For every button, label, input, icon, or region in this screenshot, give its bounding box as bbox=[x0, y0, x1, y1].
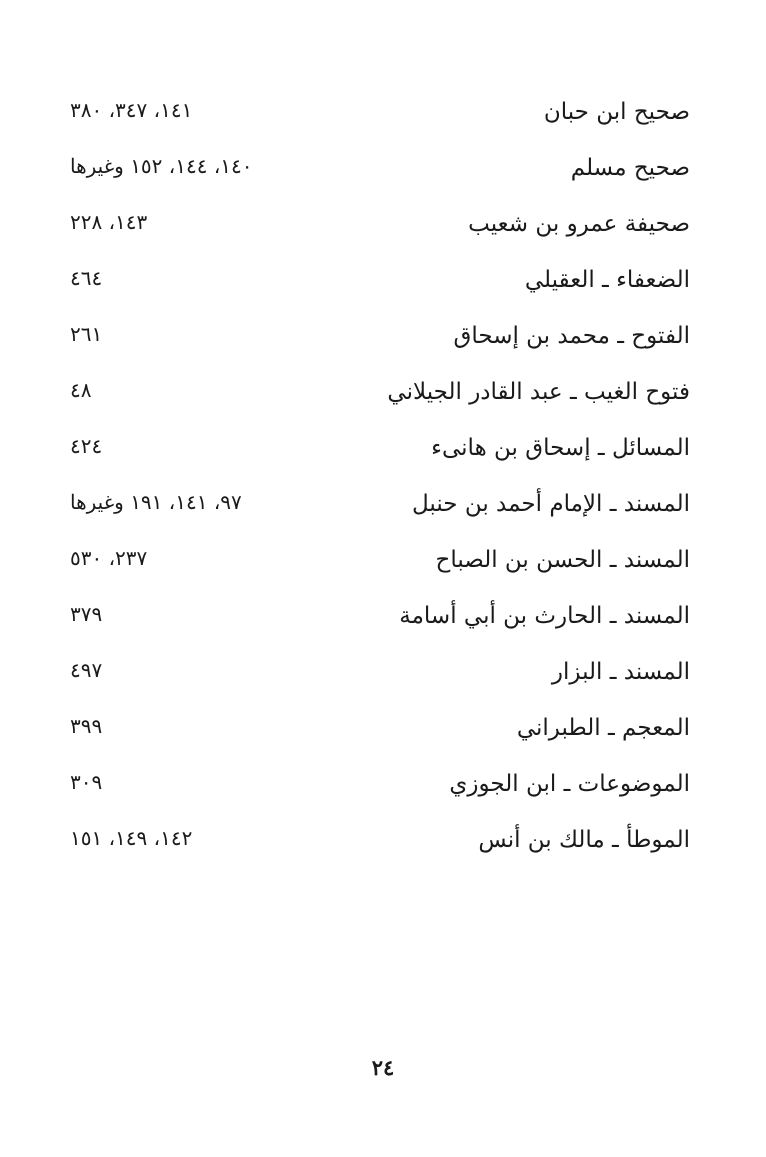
entry-title: المسند ـ الحسن بن الصباح bbox=[435, 547, 690, 573]
index-entry bbox=[60, 704, 690, 760]
entry-page-refs: ٢٣٧، ٥٣٠ bbox=[70, 546, 148, 570]
entry-title: المعجم ـ الطبراني bbox=[516, 715, 690, 741]
entry-page-refs: ٤٦٤ bbox=[70, 266, 103, 290]
index-entry bbox=[60, 424, 690, 480]
entry-title: الموضوعات ـ ابن الجوزي bbox=[449, 771, 690, 797]
entry-title: صحيح ابن حبان bbox=[543, 99, 690, 125]
entry-title: فتوح الغيب ـ عبد القادر الجيلاني bbox=[387, 379, 690, 405]
entry-page-refs: ١٤١، ٣٤٧، ٣٨٠ bbox=[70, 98, 193, 122]
entry-page-refs: ٤٨ bbox=[70, 378, 92, 402]
entry-title: صحيفة عمرو بن شعيب bbox=[468, 211, 690, 237]
entry-title: المسند ـ الإمام أحمد بن حنبل bbox=[412, 491, 690, 517]
entry-title: صحيح مسلم bbox=[570, 155, 690, 181]
entry-page-refs: ٣٠٩ bbox=[70, 770, 103, 794]
index-entry bbox=[60, 144, 690, 200]
index-entry bbox=[60, 256, 690, 312]
index-entry bbox=[60, 200, 690, 256]
index-entry bbox=[60, 312, 690, 368]
entry-page-refs: ١٤٢، ١٤٩، ١٥١ bbox=[70, 826, 193, 850]
entry-title: المسند ـ الحارث بن أبي أسامة bbox=[399, 603, 690, 629]
entry-page-refs: ١٤٣، ٢٢٨ bbox=[70, 210, 148, 234]
index-entry bbox=[60, 648, 690, 704]
entry-title: الموطأ ـ مالك بن أنس bbox=[478, 827, 690, 853]
entry-page-refs: ٣٩٩ bbox=[70, 714, 103, 738]
entry-title: المسند ـ البزار bbox=[551, 659, 690, 685]
entry-page-refs: ٢٦١ bbox=[70, 322, 103, 346]
index-entry bbox=[60, 480, 690, 536]
index-entry bbox=[60, 816, 690, 872]
entry-page-refs: ١٤٠، ١٤٤، ١٥٢ وغيرها bbox=[70, 154, 253, 178]
entry-page-refs: ٤٢٤ bbox=[70, 434, 103, 458]
entry-title: المسائل ـ إسحاق بن هانىء bbox=[431, 435, 690, 461]
entry-title: الفتوح ـ محمد بن إسحاق bbox=[453, 323, 690, 349]
entry-page-refs: ٩٧، ١٤١، ١٩١ وغيرها bbox=[70, 490, 242, 514]
index-entry bbox=[60, 88, 690, 144]
page-number: ٢٤ bbox=[371, 1055, 395, 1080]
sources-index-list bbox=[60, 88, 690, 872]
entry-title: الضعفاء ـ العقيلي bbox=[524, 267, 690, 293]
index-entry bbox=[60, 592, 690, 648]
entry-page-refs: ٣٧٩ bbox=[70, 602, 103, 626]
index-entry bbox=[60, 760, 690, 816]
entry-page-refs: ٤٩٧ bbox=[70, 658, 103, 682]
index-entry bbox=[60, 368, 690, 424]
index-entry bbox=[60, 536, 690, 592]
